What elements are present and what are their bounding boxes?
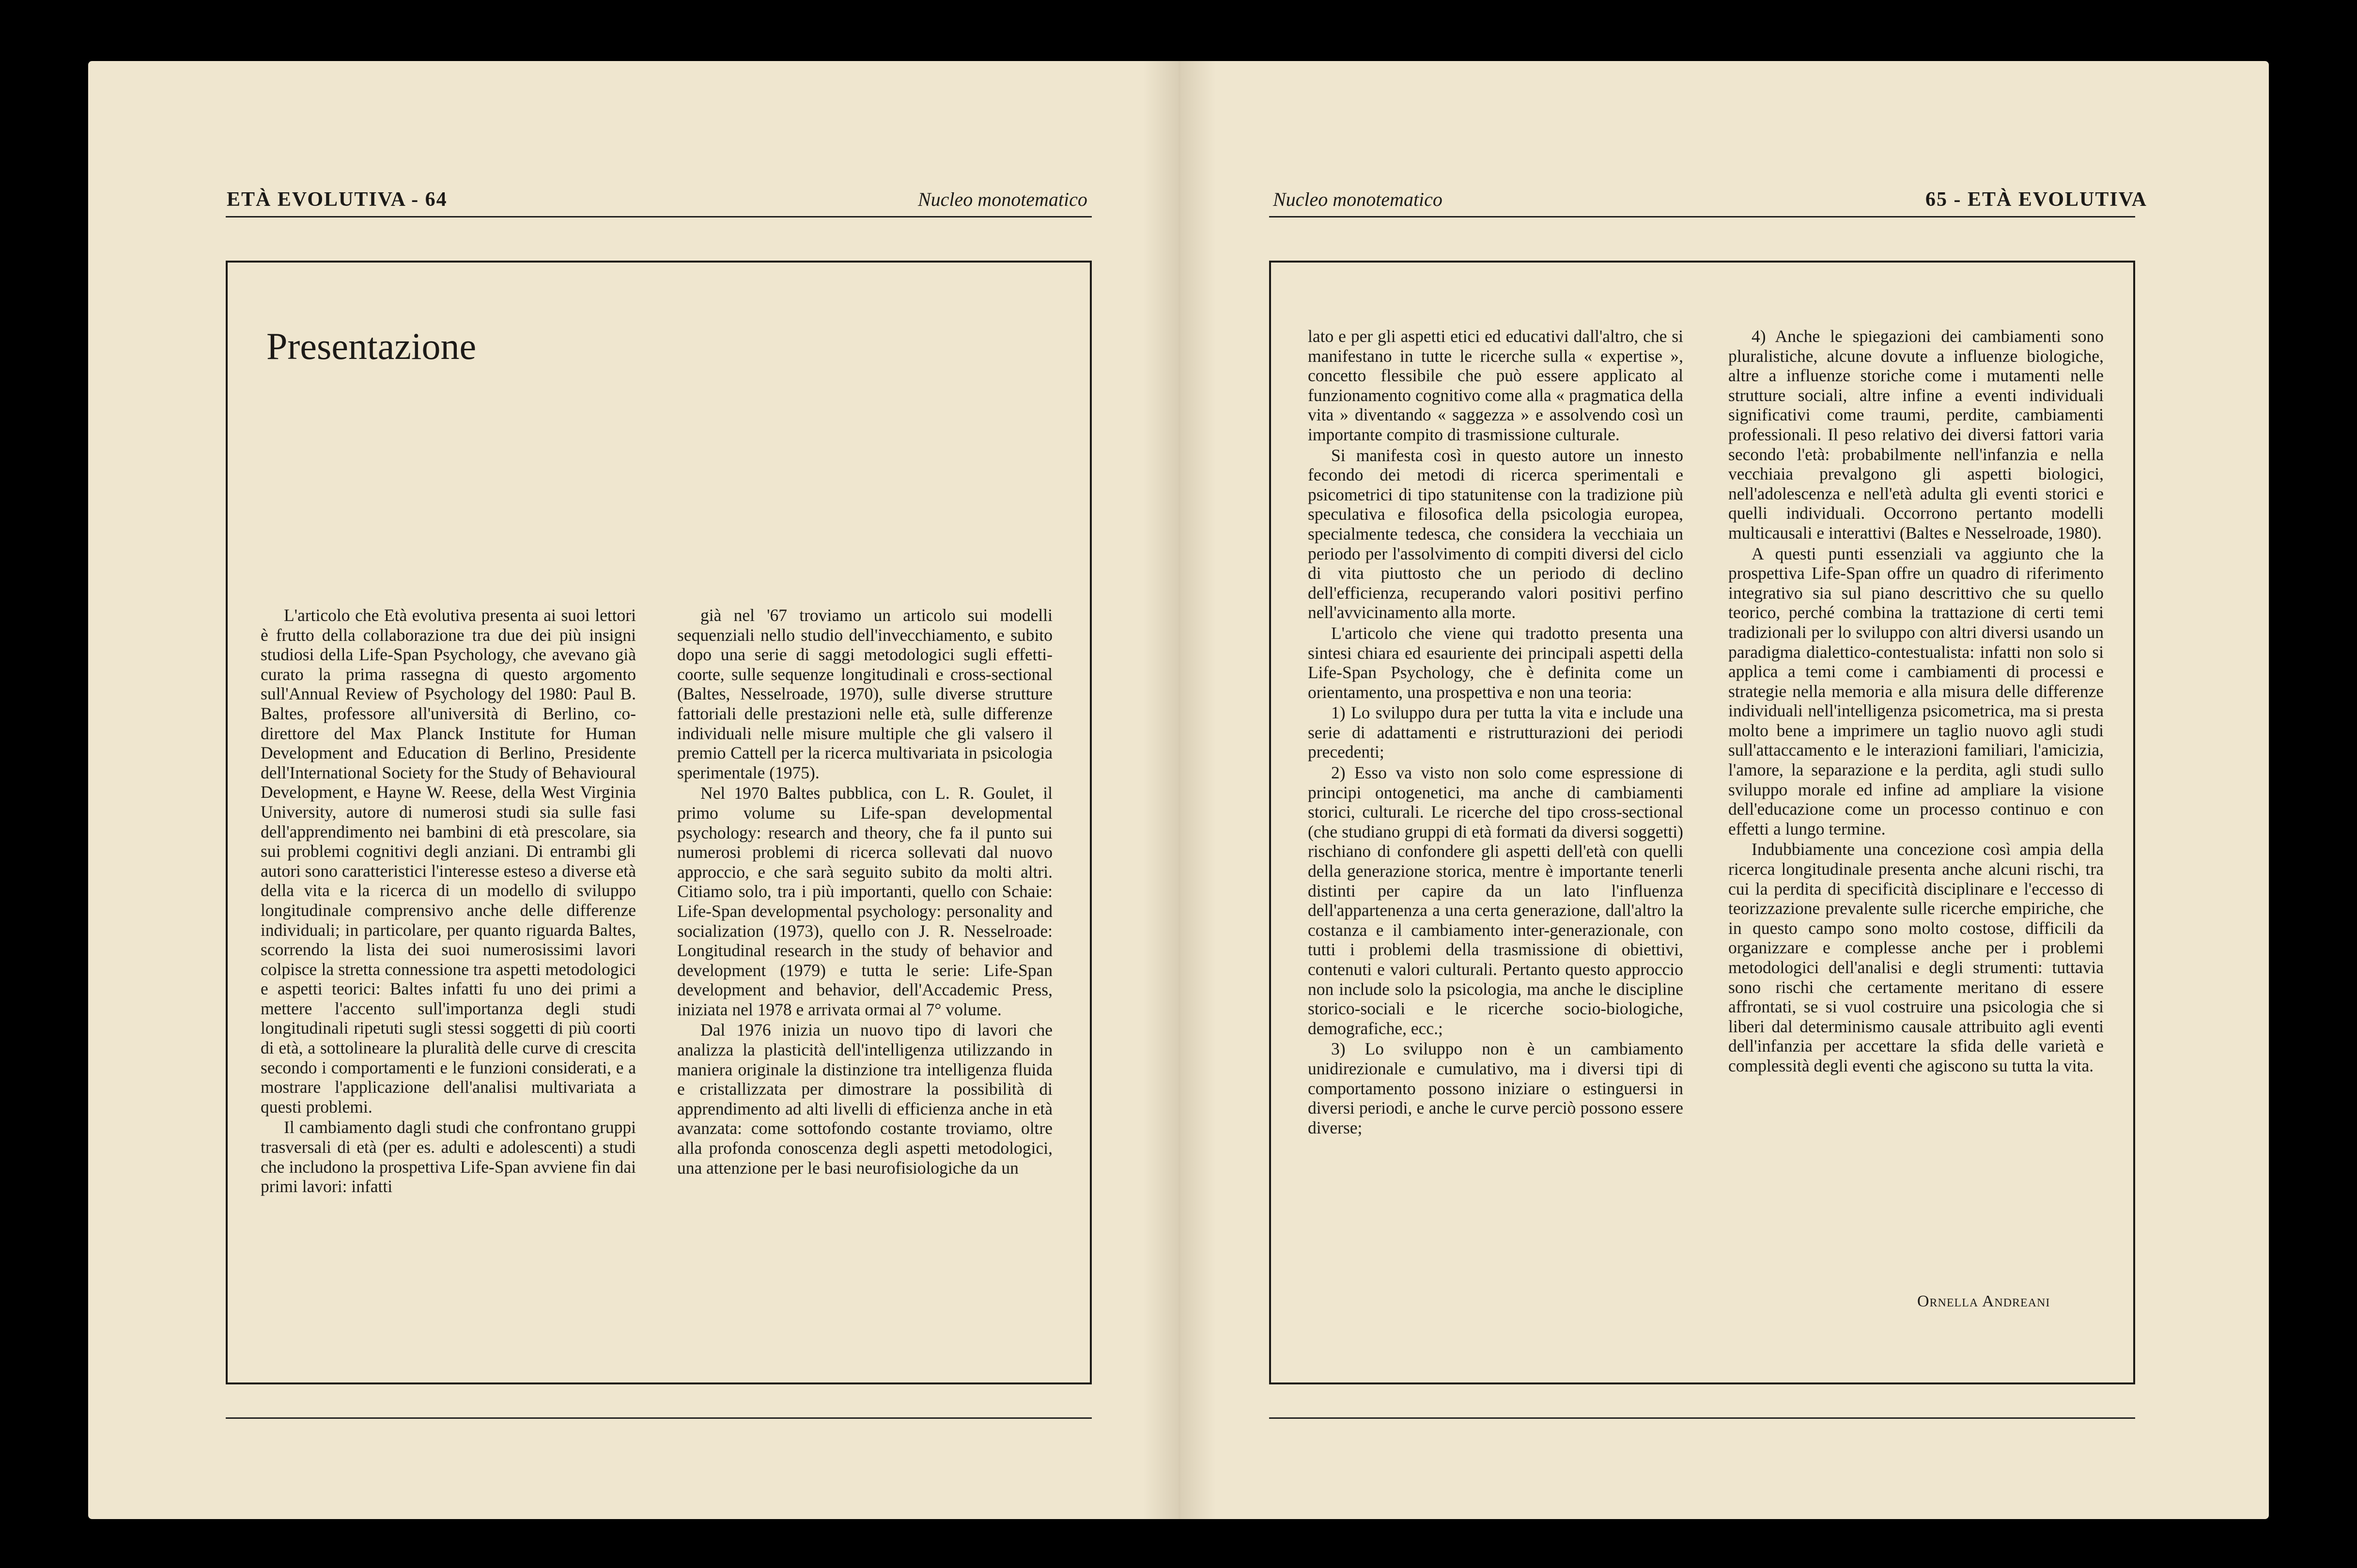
paragraph: già nel '67 troviamo un articolo sui modelli sequenziali nello studio dell'invecchiamento, e subito dopo una serie di saggi metodologici sugli effetti-coorte, sulle sequenze longitudinali e cross-sectional (Baltes, Nesselroade, 1970), sulle diverse strutture fattoriali delle prestazioni nelle età, sulle differenze individuali nelle misure multiple che gli valsero il premio Cattell per la ricerca multivariata in psicologia sperimentale (1975).: [677, 605, 1053, 782]
running-head-section: Nucleo monotematico: [918, 188, 1087, 210]
paragraph: Si manifesta così in questo autore un innesto fecondo dei metodi di ricerca sperimentali e psicometrici di tipo statunitense con la tradizione più speculativa e filosofica della psicologia europea, specialmente tedesca, che considera la vecchiaia un periodo per l'assolvimento di compiti diversi del ciclo di vita piuttosto che un periodo di declino dell'efficienza, recuperando valori positivi perfino nell'avvicinamento alla morte.: [1308, 445, 1683, 622]
author-signature: Ornella Andreani: [1917, 1292, 2050, 1310]
text-column-1: [1308, 326, 1683, 1137]
paragraph: 2) Esso va visto non solo come espressione di principi ontogenetici, ma anche di cambiamenti storici, culturali. Le ricerche del tipo cross-sectional (che studiano gruppi di età formati da diversi soggetti) rischiano di confondere gli aspetti dell'età con quelli della generazione storica, mentre è importante tenerli distinti per capire da un lato l'influenza dell'appartenenza a una certa generazione, dall'altro la costanza e il cambiamento inter-generazionale, con tutti i problemi della trasmissione di obiettivi, contenuti e valori culturali. Pertanto questo approccio non include solo la psicologia, ma anche le discipline storico-sociali e le ricerche socio-biologiche, demografiche, ecc.;: [1308, 763, 1683, 1038]
paragraph: Indubbiamente una concezione così ampia della ricerca longitudinale presenta anche alcuni rischi, tra cui la perdita di specificità disciplinare e l'eccesso di teorizzazione prevalente sulle ricerche empiriche, che in questo campo sono molto costose, difficili da organizzare e complesse anche per i problemi metodologici dell'analisi e degli strumenti: tuttavia sono rischi che certamente meritano di essere affrontati, se si vuol costruire una psicologia che si liberi dal determinismo causale attribuito agli eventi dell'infanzia per accettare la sfida delle varietà e complessità degli eventi che agiscono su tutta la vita.: [1728, 839, 2104, 1075]
paragraph: A questi punti essenziali va aggiunto che la prospettiva Life-Span offre un quadro di riferimento integrativo sia sul piano descrittivo che su quello teorico, perché combina la trattazione di certi temi tradizionali per lo sviluppo con altri diversi usando un paradigma dialettico-contestualista: infatti non solo si applica a temi come i cambiamenti di processi e strategie nella memoria e alla misura delle differenze individuali nell'intelligenza psicometrica, ma si presta molto bene a imprimere un taglio nuovo agli studi sull'attaccamento e le interazioni familiari, l'amicizia, l'amore, la separazione e la perdita, agli studi sullo sviluppo morale ed infine ad ampliare la visione dell'educazione come un processo continuo e con effetti a lungo termine.: [1728, 543, 2104, 838]
book-gutter: [1143, 61, 1216, 1519]
paragraph: Il cambiamento dagli studi che confrontano gruppi trasversali di età (per es. adulti e adolescenti) a studi che includono la prospettiva Life-Span avviene fin dai primi lavori: infatti: [261, 1118, 636, 1196]
running-head-journal: ETÀ EVOLUTIVA - 64: [227, 188, 448, 211]
paragraph: 4) Anche le spiegazioni dei cambiamenti sono pluralistiche, alcune dovute a influenze biologiche, altre a influenze storiche come i mutamenti nelle strutture sociali, altre infine a eventi individuali significativi come traumi, perdite, cambiamenti professionali. Il peso relativo dei diversi fattori varia secondo l'età: probabilmente nell'infanzia e nella vecchiaia prevalgono gli aspetti biologici, nell'adolescenza e nell'età adulta gli eventi storici e quelli individuali. Occorrono pertanto modelli multicausali e interattivi (Baltes e Nesselroade, 1980).: [1728, 326, 2104, 543]
paragraph: L'articolo che viene qui tradotto presenta una sintesi chiara ed esauriente dei principali aspetti della Life-Span Psychology, che è definita come un orientamento, una prospettiva e non una teoria:: [1308, 623, 1683, 702]
paragraph: Dal 1976 inizia un nuovo tipo di lavori che analizza la plasticità dell'intelligenza utilizzando in maniera originale la distinzione tra intelligenza fluida e cristallizzata per dimostrare la possibilità di apprendimento ad alti livelli di efficienza anche in età avanzata: come sottofondo costante troviamo, oltre alla profonda conoscenza degli aspetti metodologici, una attenzione per le basi neurofisiologiche da un: [677, 1020, 1053, 1178]
text-column-2: [677, 605, 1053, 1178]
header-rule: [226, 216, 1092, 217]
text-column-1: [261, 605, 636, 1196]
running-head-section: Nucleo monotematico: [1273, 188, 1442, 210]
footer-rule: [226, 1417, 1092, 1419]
paragraph: Nel 1970 Baltes pubblica, con L. R. Goulet, il primo volume su Life-span developmental psychology: research and theory, che fa il punto sui numerosi problemi di ricerca sollevati dal nuovo approccio, e che sarà seguito subito da molti altri. Citiamo solo, tra i più importanti, quello con Schaie: Life-Span developmental psychology: personality and socialization (1973), quello con J. R. Nesselroade: Longitudinal research in the study of behavior and development (1979) e tutta le serie: Life-Span development and behavior, dell'Accademic Press, iniziata nel 1978 e arrivata ormai al 7° volume.: [677, 783, 1053, 1019]
paragraph: lato e per gli aspetti etici ed educativi dall'altro, che si manifestano in tutte le ricerche sulla « expertise », concetto flessibile che può essere applicato al funzionamento cognitivo come alla « pragmatica della vita » diventando « saggezza » e assolvendo così un importante compito di trasmissione culturale.: [1308, 326, 1683, 444]
paragraph: 3) Lo sviluppo non è un cambiamento unidirezionale e cumulativo, ma i diversi tipi di comportamento possono iniziare o estinguersi in diversi periodi, e anche le curve perciò possono essere diverse;: [1308, 1039, 1683, 1137]
paragraph: 1) Lo sviluppo dura per tutta la vita e include una serie di adattamenti e ristrutturazioni dei periodi precedenti;: [1308, 703, 1683, 762]
page-title: Presentazione: [266, 325, 477, 367]
text-column-2: [1728, 326, 2104, 1076]
footer-rule: [1269, 1417, 2135, 1419]
running-head-journal: 65 - ETÀ EVOLUTIVA: [1925, 188, 2147, 211]
paragraph: L'articolo che Età evolutiva presenta ai suoi lettori è frutto della collaborazione tra due dei più insigni studiosi della Life-Span Psychology, che avevano già curato la prima rassegna di questo argomento sull'Annual Review of Psychology del 1980: Paul B. Baltes, professore all'università di Berlino, co-direttore del Max Planck Institute for Human Development and Education di Berlino, Presidente dell'International Society for the Study of Behavioural Development, e Hayne W. Reese, della West Virginia University, autore di numerosi studi sia sulle fasi dell'apprendimento nei bambini di età prescolare, sia sui problemi cognitivi degli anziani. Di entrambi gli autori sono caratteristici l'interesse esteso a diverse età della vita e la ricerca di un modello di sviluppo longitudinale comprensivo anche delle differenze individuali; in particolare, per quanto riguarda Baltes, scorrendo la lista dei suoi numerosissimi lavori colpisce la stretta connessione tra aspetti metodologici e aspetti teorici: Baltes infatti fu uno dei primi a mettere l'accento sull'importanza degli studi longitudinali ripetuti sugli stessi soggetti di più coorti di età, a sottolineare la pluralità delle curve di crescita secondo i comportamenti e le funzioni considerati, e a mostrare l'applicazione dell'analisi multivariata a questi problemi.: [261, 605, 636, 1117]
header-rule: [1269, 216, 2135, 217]
